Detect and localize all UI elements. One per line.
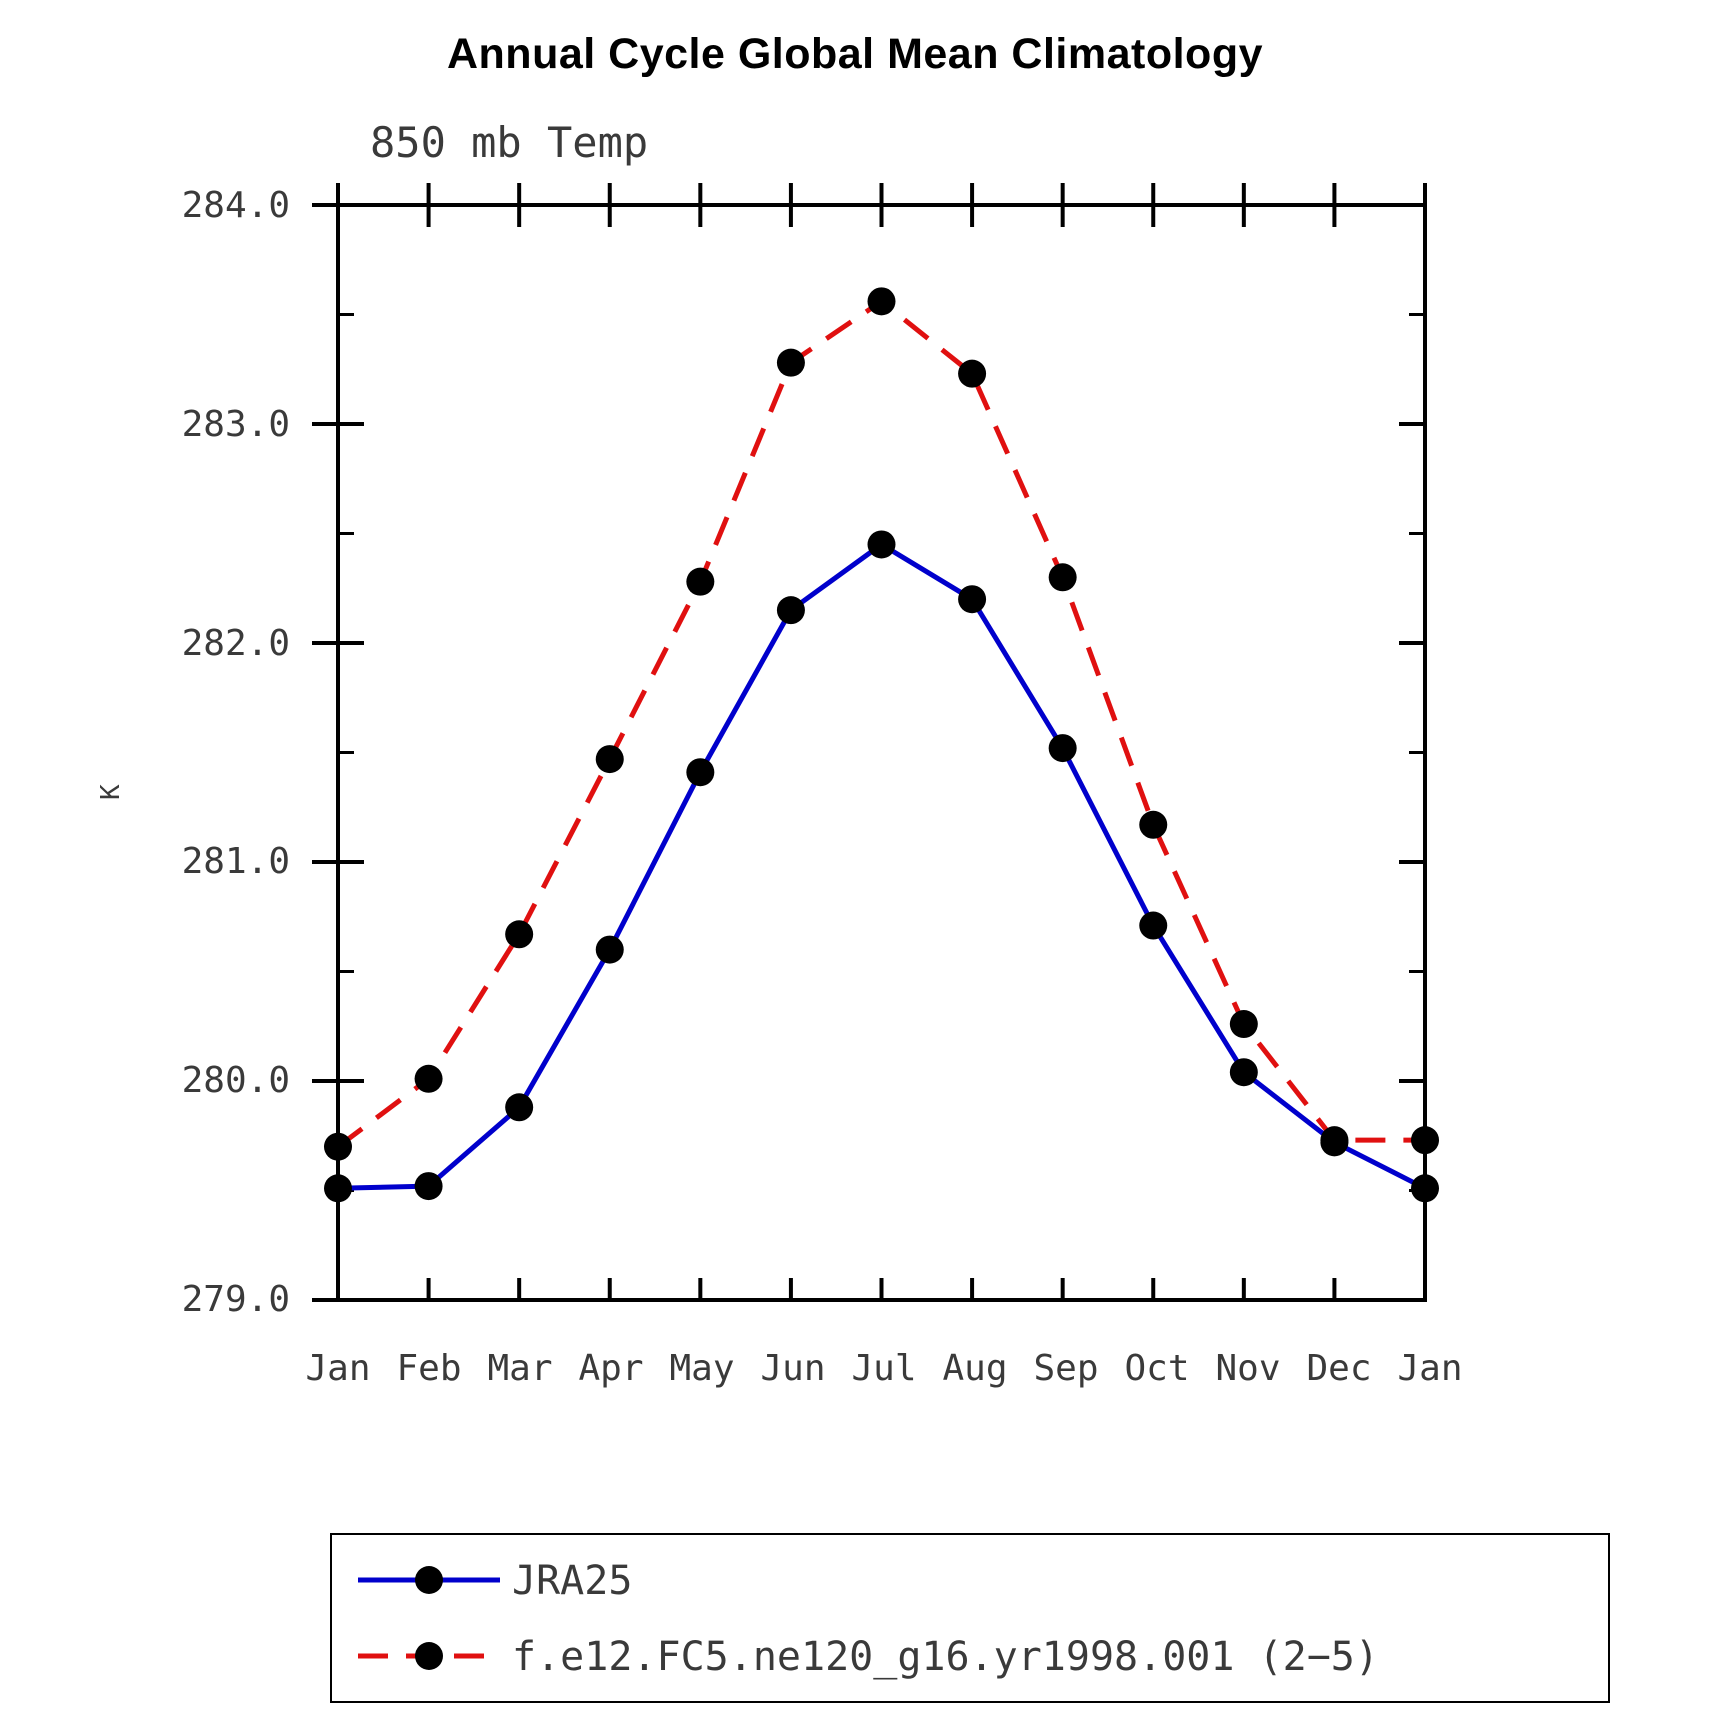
x-tick-label: Sep	[1033, 1348, 1099, 1389]
chart-subtitle: 850 mb Temp	[370, 118, 649, 167]
x-tick-label: Jan	[305, 1348, 371, 1389]
data-point-marker	[958, 585, 986, 613]
data-point-marker	[1230, 1058, 1258, 1086]
data-point-marker	[596, 936, 624, 964]
chart-title: Annual Cycle Global Mean Climatology	[446, 30, 1264, 78]
y-tick-label: 284.0	[181, 185, 290, 226]
data-point-marker	[505, 1093, 533, 1121]
data-point-marker	[868, 530, 896, 558]
y-axis-label: K	[96, 784, 126, 800]
y-tick-label: 280.0	[181, 1060, 290, 1101]
data-point-marker	[415, 1065, 443, 1093]
x-tick-label: Jul	[851, 1348, 917, 1389]
data-point-marker	[686, 758, 714, 786]
data-point-marker	[1139, 811, 1167, 839]
x-tick-label: Oct	[1124, 1348, 1190, 1389]
y-tick-label: 282.0	[181, 623, 290, 664]
y-tick-label: 283.0	[181, 404, 290, 445]
x-tick-label: May	[669, 1348, 735, 1389]
data-point-marker	[777, 596, 805, 624]
data-point-marker	[415, 1172, 443, 1200]
x-tick-label: Dec	[1306, 1348, 1372, 1389]
legend-label-series-1: JRA25	[512, 1558, 633, 1604]
x-tick-label: Jan	[1397, 1348, 1463, 1389]
x-tick-label: Apr	[578, 1348, 644, 1389]
data-point-marker	[1411, 1126, 1439, 1154]
data-point-marker	[868, 287, 896, 315]
x-tick-label: Jun	[760, 1348, 826, 1389]
series-line-2	[338, 301, 1425, 1146]
series-line-1	[338, 544, 1425, 1188]
data-point-marker	[777, 349, 805, 377]
x-tick-label: Aug	[942, 1348, 1008, 1389]
y-tick-label: 281.0	[181, 841, 290, 882]
data-point-marker	[686, 568, 714, 596]
data-point-marker	[1139, 912, 1167, 940]
data-point-marker	[1320, 1126, 1348, 1154]
data-point-marker	[324, 1174, 352, 1202]
y-tick-label: 279.0	[181, 1279, 290, 1320]
data-point-marker	[324, 1133, 352, 1161]
data-point-marker	[1230, 1010, 1258, 1038]
axes-frame	[338, 205, 1425, 1300]
data-point-marker	[1411, 1174, 1439, 1202]
data-point-marker	[1049, 563, 1077, 591]
data-point-marker	[1049, 734, 1077, 762]
x-tick-label: Mar	[487, 1348, 553, 1389]
x-tick-label: Nov	[1215, 1348, 1281, 1389]
data-point-marker	[596, 745, 624, 773]
x-tick-label: Feb	[396, 1348, 462, 1389]
data-point-marker	[505, 920, 533, 948]
data-point-marker	[958, 360, 986, 388]
legend-label-series-2: f.e12.FC5.ne120_g16.yr1998.001 (2−5)	[512, 1634, 1379, 1680]
